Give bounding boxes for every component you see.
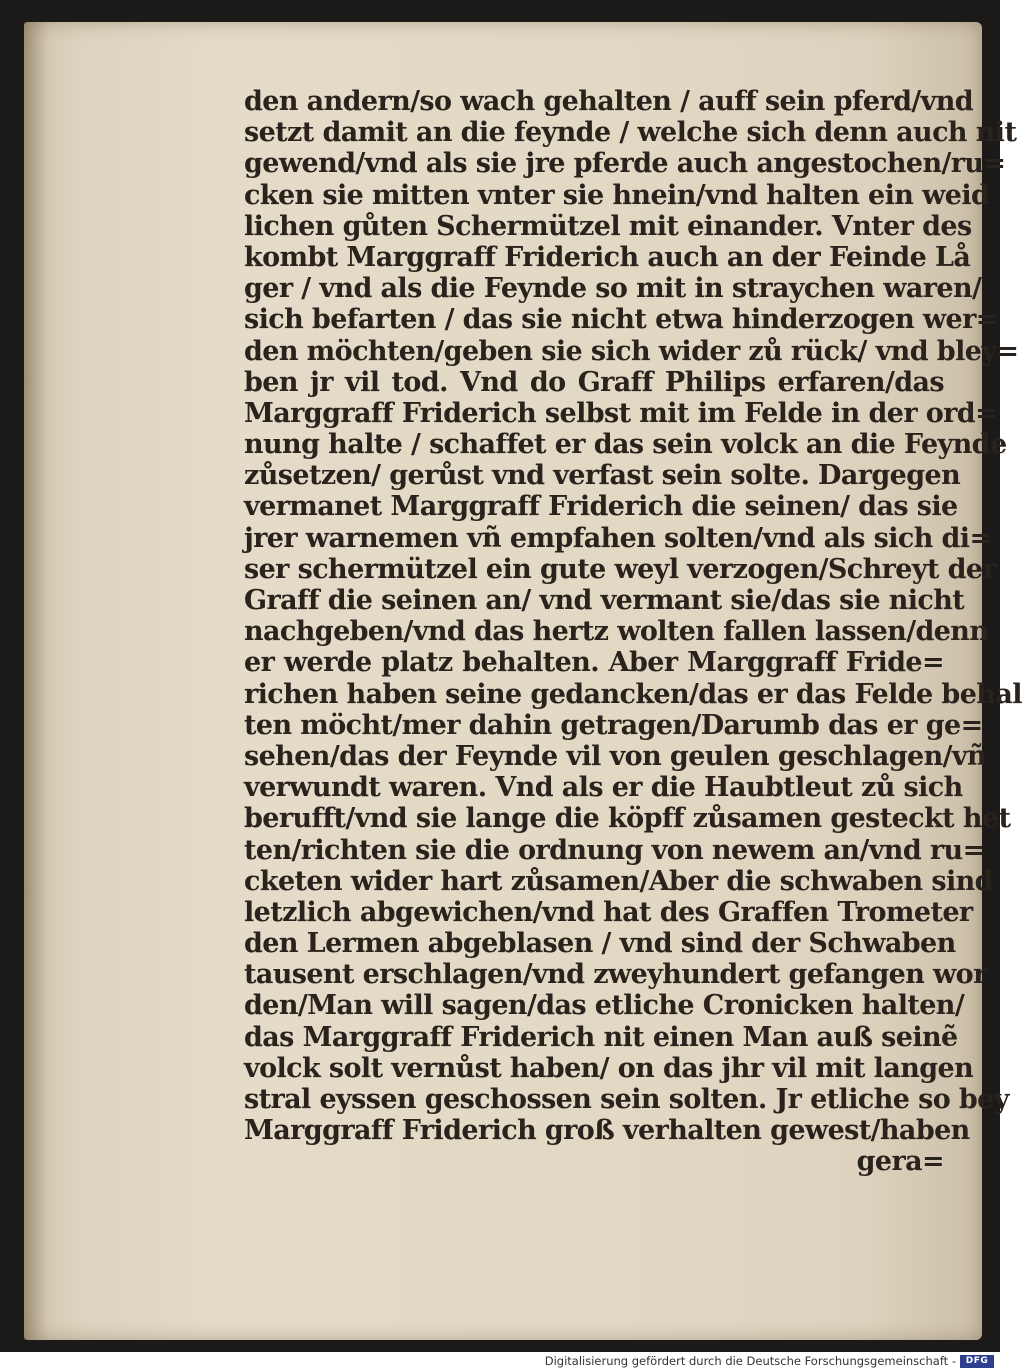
text-line: sich befarten / das sie nicht etwa hinderzogen wer= [244, 304, 998, 336]
text-line: den andern/so wach gehalten / auff sein pferd/vnd [244, 86, 974, 117]
text-line: lichen gůten Schermützel mit einander. Vnter des [244, 210, 972, 242]
text-line: setzt damit an die feynde / welche sich denn auch nit [244, 117, 1017, 149]
catchword: gera= [856, 1146, 944, 1178]
text-line: jrer warnemen vñ empfahen solten/vnd als sich di= [244, 522, 992, 554]
dfg-logo-icon: DFG [960, 1355, 994, 1368]
text-line: cken sie mitten vnter sie hnein/vnd halten ein weid [244, 179, 990, 211]
text-line: berufft/vnd sie lange die köpff zůsamen gesteckt het [244, 803, 1011, 835]
text-line: gewend/vnd als sie jre pferde auch angestochen/ru= [244, 148, 1006, 180]
text-line: Marggraff Friderich selbst mit im Felde in der ord= [244, 397, 998, 429]
footer-bar [0, 1352, 1000, 1371]
text-line: den Lermen abgeblasen / vnd sind der Schwaben [244, 928, 956, 960]
text-line: zůsetzen/ gerůst vnd verfast sein solte. Dargegen [244, 460, 961, 492]
text-line: vermanet Marggraff Friderich die seinen/ das sie [244, 491, 958, 523]
text-line: richen haben seine gedancken/das er das Felde behal [244, 678, 1022, 710]
text-line: ten möcht/mer dahin getragen/Darumb das er ge= [244, 709, 983, 741]
funding-credit: Digitalisierung gefördert durch die Deutsche Forschungsgemeinschaft - [544, 1354, 956, 1368]
text-line: den möchten/geben sie sich wider zů rück/ vnd bley= [244, 335, 1019, 367]
text-line: stral eyssen geschossen sein solten. Jr etliche so bey [244, 1084, 1009, 1115]
text-line: sehen/das der Feynde vil von geulen geschlagen/vñ [244, 740, 987, 772]
text-line: letzlich abgewichen/vnd hat des Graffen Trometer [244, 896, 973, 928]
text-line: cketen wider hart zůsamen/Aber die schwaben sind [244, 865, 993, 897]
text-line: volck solt vernůst haben/ on das jhr vil mit langen [244, 1052, 974, 1084]
text-line: ger / vnd als die Feynde so mit in straychen waren/ [244, 273, 982, 305]
text-line: nachgeben/vnd das hertz wolten fallen lassen/denn [244, 616, 989, 648]
body-text [244, 86, 1022, 1178]
text-line: nung halte / schaffet er das sein volck an die Feynde [244, 429, 1007, 461]
text-line: er werde platz behalten. Aber Marggraff Fride= [244, 647, 944, 679]
text-line: Marggraff Friderich groß verhalten gewest/haben [244, 1115, 970, 1147]
text-line: Graff die seinen an/ vnd vermant sie/das sie nicht [244, 585, 965, 616]
text-line: ben jr vil tod. Vnd do Graff Philips erfaren/das [244, 366, 944, 398]
text-line: ten/richten sie die ordnung von newem an/vnd ru= [244, 834, 985, 866]
text-line: den/Man will sagen/das etliche Cronicken halten/ [244, 990, 965, 1022]
text-line: das Marggraff Friderich nit einen Man auß seinẽ [244, 1021, 958, 1053]
page-gutter-shadow [24, 22, 50, 1340]
text-line: verwundt waren. Vnd als er die Haubtleut zů sich [244, 772, 963, 804]
text-line: tausent erschlagen/vnd zweyhundert gefangen wor [244, 959, 987, 991]
text-line: kombt Marggraff Friderich auch an der Feinde Lå [244, 241, 971, 273]
text-line: ser schermützel ein gute weyl verzogen/Schreyt der [244, 553, 997, 585]
